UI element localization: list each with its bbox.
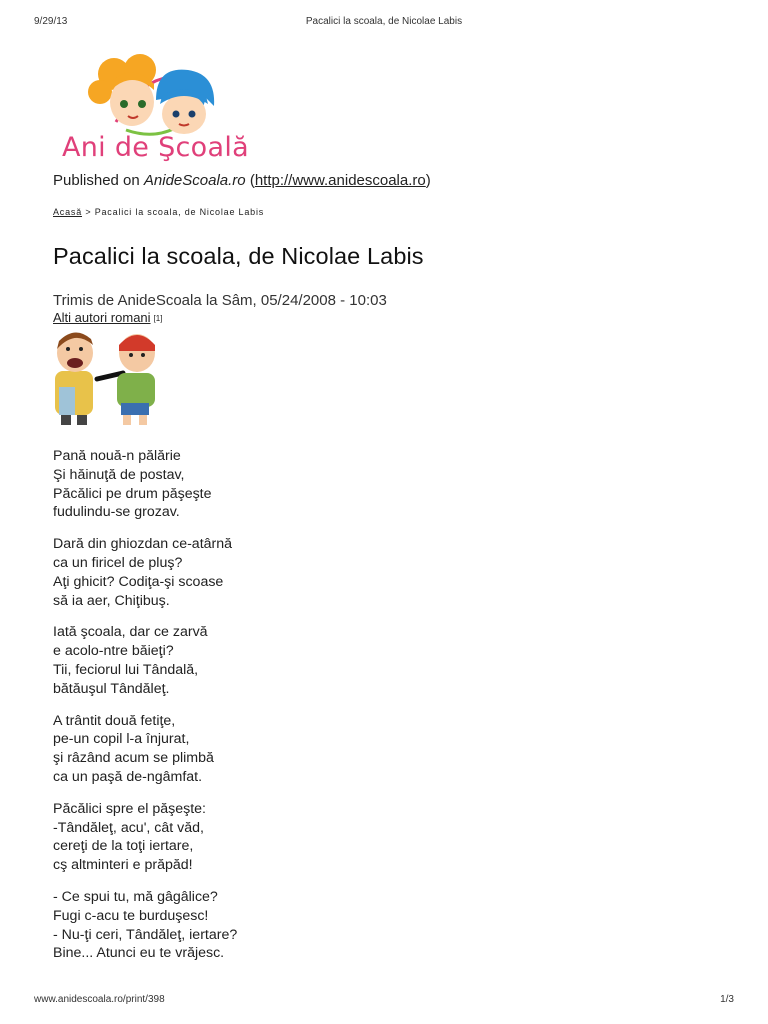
- poem-line: Bine... Atunci eu te vrăjesc.: [53, 945, 225, 962]
- published-prefix: Published on: [53, 172, 140, 189]
- site-logo[interactable]: [56, 52, 256, 168]
- breadcrumb: [53, 207, 733, 217]
- breadcrumb-separator: >: [82, 207, 95, 217]
- poem-body: [53, 447, 733, 963]
- poem-line: Iată şcoala, dar ce zarvă: [53, 624, 208, 641]
- poem-line: pe-un copil l-a înjurat,: [53, 731, 190, 748]
- published-line: [53, 172, 733, 189]
- poem-line: cş altminteri e prăpăd!: [53, 857, 193, 874]
- logo-text: Ani de Şcoală: [62, 132, 249, 163]
- category-link[interactable]: Alti autori romani: [53, 310, 151, 325]
- poem-line: Şi hăinuţă de postav,: [53, 466, 185, 483]
- published-open-paren: (: [249, 172, 255, 189]
- category-line: [53, 310, 733, 325]
- poem-stanza: [53, 447, 733, 522]
- breadcrumb-current: Pacalici la scoala, de Nicolae Labis: [94, 207, 265, 217]
- poem-line: Tii, feciorul lui Tândală,: [53, 661, 199, 678]
- submitted-info: Trimis de AnideScoala la Sâm, 05/24/2008 - 10:03: [53, 292, 387, 309]
- published-url-link[interactable]: http://www.anidescoala.ro: [254, 172, 426, 189]
- poem-line: fudulindu-se grozav.: [53, 504, 180, 521]
- poem-line: A trântit două fetiţe,: [53, 712, 176, 729]
- print-date: 9/29/13: [34, 16, 68, 27]
- poem-line: Aţi ghicit? Codiţa-şi scoase: [53, 573, 224, 590]
- poem-line: bătăuşul Tândăleţ.: [53, 680, 170, 697]
- page-content: [53, 172, 733, 976]
- category-ref: [1]: [153, 314, 163, 323]
- print-footer: [0, 994, 768, 1010]
- poem-line: - Ce spui tu, mă gâgâlice?: [53, 888, 218, 905]
- poem-line: cereţi de la toţi iertare,: [53, 838, 194, 855]
- poem-stanza: [53, 623, 733, 698]
- print-footer-url: www.anidescoala.ro/print/398: [34, 994, 165, 1005]
- poem-line: Păcălici spre el păşeşte:: [53, 800, 206, 817]
- poem-line: -Tândăleţ, acu', cât văd,: [53, 819, 204, 836]
- poem-stanza: [53, 535, 733, 610]
- logo-kids-illustration: [56, 52, 256, 142]
- poem-line: e acolo-ntre băieţi?: [53, 643, 174, 660]
- poem-line: Fugi c-acu te burduşesc!: [53, 907, 209, 924]
- poem-stanza: [53, 800, 733, 875]
- breadcrumb-home-link[interactable]: Acasă: [53, 207, 83, 217]
- published-site-name: AnideScoala.ro: [143, 172, 246, 189]
- poem-line: ca un paşă de-ngâmfat.: [53, 768, 203, 785]
- poem-line: şi râzând acum se plimbă: [53, 750, 214, 767]
- poem-stanza: [53, 888, 733, 963]
- poem-line: - Nu-ţi ceri, Tândăleţ, iertare?: [53, 926, 238, 943]
- print-header: [0, 16, 768, 32]
- poem-line: ca un firicel de pluş?: [53, 554, 183, 571]
- poem-stanza: [53, 712, 733, 787]
- published-close-paren: ): [425, 172, 431, 189]
- print-page-title: Pacalici la scoala, de Nicolae Labis: [305, 16, 463, 27]
- poem-line: Păcălici pe drum păşeşte: [53, 485, 212, 502]
- article-title: Pacalici la scoala, de Nicolae Labis: [53, 243, 424, 269]
- poem-line: să ia aer, Chiţibuş.: [53, 592, 170, 609]
- article-thumbnail-image: [53, 329, 159, 427]
- poem-line: Dară din ghiozdan ce-atârnă: [53, 536, 233, 553]
- poem-line: Pană nouă-n pălărie: [53, 448, 181, 464]
- print-footer-pager: 1/3: [720, 994, 734, 1005]
